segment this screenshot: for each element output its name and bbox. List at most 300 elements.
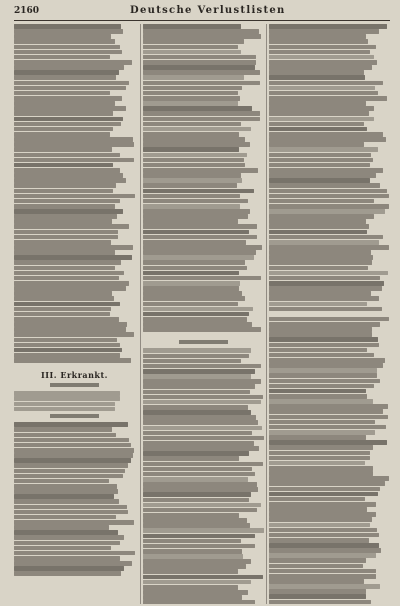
text-line xyxy=(14,153,120,158)
text-line xyxy=(14,194,135,199)
text-line xyxy=(14,448,134,453)
text-line xyxy=(269,271,388,276)
text-line xyxy=(143,327,261,332)
text-line xyxy=(14,39,115,44)
text-line xyxy=(143,462,263,467)
text-line xyxy=(14,250,115,255)
text-line xyxy=(269,29,379,34)
subheading-mark xyxy=(179,340,227,344)
text-line xyxy=(269,512,376,517)
text-line xyxy=(269,55,374,60)
text-line xyxy=(269,440,387,445)
text-line xyxy=(14,117,123,122)
text-line xyxy=(143,235,257,240)
text-line xyxy=(269,91,378,96)
text-line xyxy=(14,158,134,163)
text-line xyxy=(14,312,110,317)
text-line xyxy=(14,546,111,551)
text-line xyxy=(269,533,379,538)
text-line xyxy=(269,337,378,342)
text-line xyxy=(14,353,120,358)
text-line xyxy=(14,50,122,55)
text-line xyxy=(143,317,247,322)
text-line xyxy=(14,147,112,152)
text-line xyxy=(14,463,128,468)
text-line xyxy=(14,189,113,194)
text-line xyxy=(143,50,241,55)
text-line xyxy=(269,147,378,152)
text-line xyxy=(269,564,363,569)
text-line xyxy=(143,395,263,400)
text-line xyxy=(143,534,255,539)
text-line xyxy=(269,497,365,502)
text-line xyxy=(14,296,114,301)
text-line xyxy=(269,39,368,44)
text-line xyxy=(14,327,126,332)
text-line xyxy=(269,230,367,235)
text-line xyxy=(269,307,382,312)
text-line xyxy=(269,81,383,86)
text-line xyxy=(14,122,121,127)
text-line xyxy=(14,245,133,250)
text-line xyxy=(14,163,113,168)
text-line xyxy=(269,415,388,420)
text-line xyxy=(143,508,257,513)
text-line xyxy=(143,117,260,122)
text-line xyxy=(14,561,132,566)
text-line xyxy=(143,405,248,410)
text-line xyxy=(269,420,375,425)
text-line xyxy=(269,214,374,219)
text-line xyxy=(14,322,127,327)
text-line xyxy=(14,332,134,337)
text-line xyxy=(143,600,255,604)
text-line xyxy=(14,391,120,396)
text-line xyxy=(143,400,261,405)
text-line xyxy=(143,55,256,60)
text-line xyxy=(143,209,250,214)
text-line xyxy=(143,559,251,564)
text-line xyxy=(269,60,377,65)
text-line xyxy=(269,209,385,214)
text-line xyxy=(269,435,366,440)
text-line xyxy=(269,553,376,558)
text-line xyxy=(14,515,116,520)
text-line xyxy=(143,34,261,39)
text-line xyxy=(269,65,372,70)
text-line xyxy=(143,307,253,312)
text-line xyxy=(269,538,369,543)
text-line xyxy=(14,520,134,525)
text-line xyxy=(143,142,250,147)
text-line xyxy=(143,482,257,487)
text-line xyxy=(143,487,258,492)
text-line xyxy=(269,558,366,563)
text-line xyxy=(14,343,120,348)
text-column-3 xyxy=(266,24,390,604)
text-line xyxy=(143,564,246,569)
text-line xyxy=(269,487,380,492)
text-line xyxy=(14,443,131,448)
text-line xyxy=(14,438,129,443)
text-line xyxy=(143,513,239,518)
text-line xyxy=(269,302,367,307)
text-line xyxy=(143,230,249,235)
text-line xyxy=(143,173,241,178)
text-line xyxy=(14,469,125,474)
text-line xyxy=(269,399,373,404)
text-line xyxy=(14,24,121,29)
text-line xyxy=(269,219,366,224)
text-line xyxy=(14,230,118,235)
text-line xyxy=(14,427,112,432)
text-line xyxy=(143,322,252,327)
text-line xyxy=(269,594,366,599)
text-line xyxy=(269,425,386,430)
text-line xyxy=(269,168,383,173)
subheading-mark xyxy=(50,414,98,418)
text-line xyxy=(143,158,244,163)
text-line xyxy=(143,271,239,276)
text-line xyxy=(143,384,255,389)
text-line xyxy=(14,551,135,556)
text-line xyxy=(14,541,120,546)
text-line xyxy=(14,91,110,96)
text-line xyxy=(269,286,382,291)
text-line xyxy=(14,75,116,80)
text-line xyxy=(143,106,252,111)
text-line xyxy=(269,111,369,116)
text-line xyxy=(14,34,111,39)
text-line xyxy=(269,332,372,337)
text-line xyxy=(143,255,254,260)
text-line xyxy=(143,153,247,158)
text-line xyxy=(143,291,242,296)
text-line xyxy=(269,327,372,332)
text-line xyxy=(143,137,245,142)
text-line xyxy=(143,224,257,229)
text-line xyxy=(143,194,240,199)
text-line xyxy=(14,55,110,60)
text-line xyxy=(269,158,373,163)
text-columns xyxy=(14,24,390,604)
text-line xyxy=(14,535,124,540)
text-line xyxy=(269,189,387,194)
text-line xyxy=(14,307,111,312)
text-line xyxy=(269,142,364,147)
text-line xyxy=(14,474,123,479)
text-line xyxy=(14,566,124,571)
text-line xyxy=(14,271,124,276)
text-line xyxy=(14,302,120,307)
text-line xyxy=(14,106,126,111)
text-line xyxy=(14,142,134,147)
text-line xyxy=(143,70,260,75)
text-line xyxy=(143,276,261,281)
text-line xyxy=(143,528,264,533)
text-line xyxy=(269,266,368,271)
text-line xyxy=(269,456,370,461)
text-line xyxy=(269,127,367,132)
text-line xyxy=(14,291,112,296)
text-line xyxy=(14,70,119,75)
text-line xyxy=(14,422,128,427)
text-line xyxy=(269,183,380,188)
text-line xyxy=(269,507,367,512)
text-line xyxy=(143,498,249,503)
text-line xyxy=(269,137,386,142)
text-line xyxy=(143,60,256,65)
text-line xyxy=(269,543,379,548)
text-line xyxy=(14,183,116,188)
text-line xyxy=(143,204,240,209)
text-line xyxy=(14,255,132,260)
text-line xyxy=(143,122,241,127)
text-line xyxy=(269,34,366,39)
text-line xyxy=(143,585,238,590)
text-line xyxy=(269,461,365,466)
text-line xyxy=(14,317,119,322)
text-line xyxy=(143,426,262,431)
text-line xyxy=(14,168,120,173)
text-line xyxy=(269,373,377,378)
text-line xyxy=(143,24,241,29)
text-line xyxy=(143,472,255,477)
text-line xyxy=(143,183,237,188)
text-line xyxy=(143,65,255,70)
text-line xyxy=(143,503,261,508)
text-line xyxy=(143,467,252,472)
text-line xyxy=(143,168,258,173)
text-line xyxy=(143,96,240,101)
text-line xyxy=(14,484,117,489)
text-line xyxy=(269,430,375,435)
text-line xyxy=(269,348,367,353)
text-line xyxy=(269,600,371,604)
text-column-2 xyxy=(140,24,264,604)
text-line xyxy=(269,245,389,250)
text-line xyxy=(14,199,120,204)
text-line xyxy=(14,111,113,116)
text-line xyxy=(269,384,374,389)
text-line xyxy=(269,389,366,394)
text-line xyxy=(14,453,133,458)
text-line xyxy=(143,364,261,369)
text-line xyxy=(14,358,131,363)
text-line xyxy=(143,75,244,80)
text-line xyxy=(14,219,112,224)
text-line xyxy=(269,255,373,260)
text-line xyxy=(14,489,118,494)
text-line xyxy=(269,451,370,456)
text-line xyxy=(269,235,383,240)
text-line xyxy=(143,518,247,523)
text-line xyxy=(143,240,246,245)
text-line xyxy=(269,368,377,373)
text-line xyxy=(143,441,254,446)
text-line xyxy=(269,163,370,168)
text-line xyxy=(143,569,238,574)
text-line xyxy=(269,569,376,574)
text-line xyxy=(143,266,247,271)
text-line xyxy=(143,219,238,224)
text-line xyxy=(269,548,381,553)
text-line xyxy=(269,579,364,584)
text-line xyxy=(14,65,124,70)
text-line xyxy=(269,75,365,80)
text-line xyxy=(143,539,241,544)
text-line xyxy=(143,302,238,307)
text-line xyxy=(269,70,364,75)
text-line xyxy=(269,224,369,229)
text-line xyxy=(14,86,126,91)
text-line xyxy=(143,281,240,286)
text-line xyxy=(269,409,383,414)
text-line xyxy=(14,240,111,245)
text-line xyxy=(14,81,129,86)
text-line xyxy=(143,359,241,364)
text-line xyxy=(269,86,375,91)
text-line xyxy=(143,29,259,34)
text-line xyxy=(143,178,242,183)
text-line xyxy=(143,250,256,255)
text-line xyxy=(14,127,113,132)
text-line xyxy=(14,235,118,240)
text-line xyxy=(14,204,115,209)
text-line xyxy=(269,379,380,384)
text-line xyxy=(143,111,260,116)
text-line xyxy=(14,101,115,106)
text-line xyxy=(269,178,370,183)
text-line xyxy=(269,476,389,481)
text-line xyxy=(269,502,376,507)
section-gap xyxy=(143,332,264,337)
text-line xyxy=(269,363,383,368)
text-line xyxy=(269,250,371,255)
text-line xyxy=(143,549,242,554)
section-heading: III. Erkrankt. xyxy=(41,370,108,381)
text-line xyxy=(14,571,121,576)
text-line xyxy=(143,86,242,91)
text-line xyxy=(269,589,366,594)
text-line xyxy=(143,523,250,528)
text-line xyxy=(14,173,123,178)
text-line xyxy=(269,173,376,178)
text-line xyxy=(143,348,251,353)
text-line xyxy=(14,45,120,50)
text-line xyxy=(269,117,374,122)
text-line xyxy=(143,354,249,359)
text-line xyxy=(269,358,385,363)
text-line xyxy=(143,369,255,374)
text-line xyxy=(14,132,110,137)
text-line xyxy=(14,458,131,463)
text-line xyxy=(269,204,389,209)
text-line xyxy=(269,199,374,204)
section-gap xyxy=(14,363,135,368)
text-line xyxy=(269,24,387,29)
text-line xyxy=(14,260,121,265)
text-line xyxy=(269,466,373,471)
text-line xyxy=(269,296,379,301)
page-title: Deutsche Verlustlisten xyxy=(130,5,286,16)
text-line xyxy=(143,189,254,194)
text-line xyxy=(143,477,248,482)
text-line xyxy=(269,343,379,348)
text-line xyxy=(14,29,123,34)
text-line xyxy=(14,348,122,353)
text-line xyxy=(14,499,119,504)
text-line xyxy=(14,510,128,515)
text-line xyxy=(14,530,118,535)
text-line xyxy=(14,396,120,401)
text-line xyxy=(143,127,251,132)
text-line xyxy=(269,574,376,579)
text-line xyxy=(14,525,109,530)
text-line xyxy=(14,266,115,271)
text-line xyxy=(269,517,372,522)
text-line xyxy=(269,96,387,101)
text-line xyxy=(14,214,117,219)
text-line xyxy=(143,436,264,441)
text-line xyxy=(14,224,129,229)
text-line xyxy=(269,240,379,245)
text-line xyxy=(143,580,251,585)
text-line xyxy=(143,260,245,265)
text-line xyxy=(269,276,380,281)
text-line xyxy=(14,556,120,561)
text-line xyxy=(143,91,238,96)
text-line xyxy=(14,505,127,510)
text-line xyxy=(269,317,389,322)
text-line xyxy=(143,214,248,219)
text-line xyxy=(14,479,109,484)
text-line xyxy=(14,178,126,183)
text-line xyxy=(143,163,245,168)
page-header xyxy=(14,4,390,21)
text-line xyxy=(143,45,238,50)
text-line xyxy=(269,481,385,486)
text-line xyxy=(269,101,366,106)
text-line xyxy=(143,39,244,44)
text-line xyxy=(143,446,259,451)
text-line xyxy=(143,575,263,580)
text-line xyxy=(14,286,126,291)
text-line xyxy=(269,353,374,358)
text-line xyxy=(269,153,371,158)
text-line xyxy=(143,147,239,152)
text-line xyxy=(143,81,260,86)
text-line xyxy=(143,431,252,436)
text-line xyxy=(269,471,373,476)
text-line xyxy=(143,554,243,559)
text-line xyxy=(14,276,119,281)
text-line xyxy=(143,456,239,461)
text-line xyxy=(269,492,378,497)
text-line xyxy=(143,101,238,106)
text-line xyxy=(269,281,384,286)
text-line xyxy=(143,410,251,415)
text-line xyxy=(269,50,370,55)
text-line xyxy=(14,209,123,214)
text-line xyxy=(269,132,383,137)
text-line xyxy=(14,281,129,286)
text-line xyxy=(269,122,364,127)
text-line xyxy=(269,394,367,399)
text-line xyxy=(14,137,133,142)
text-line xyxy=(143,286,239,291)
text-line xyxy=(143,132,239,137)
